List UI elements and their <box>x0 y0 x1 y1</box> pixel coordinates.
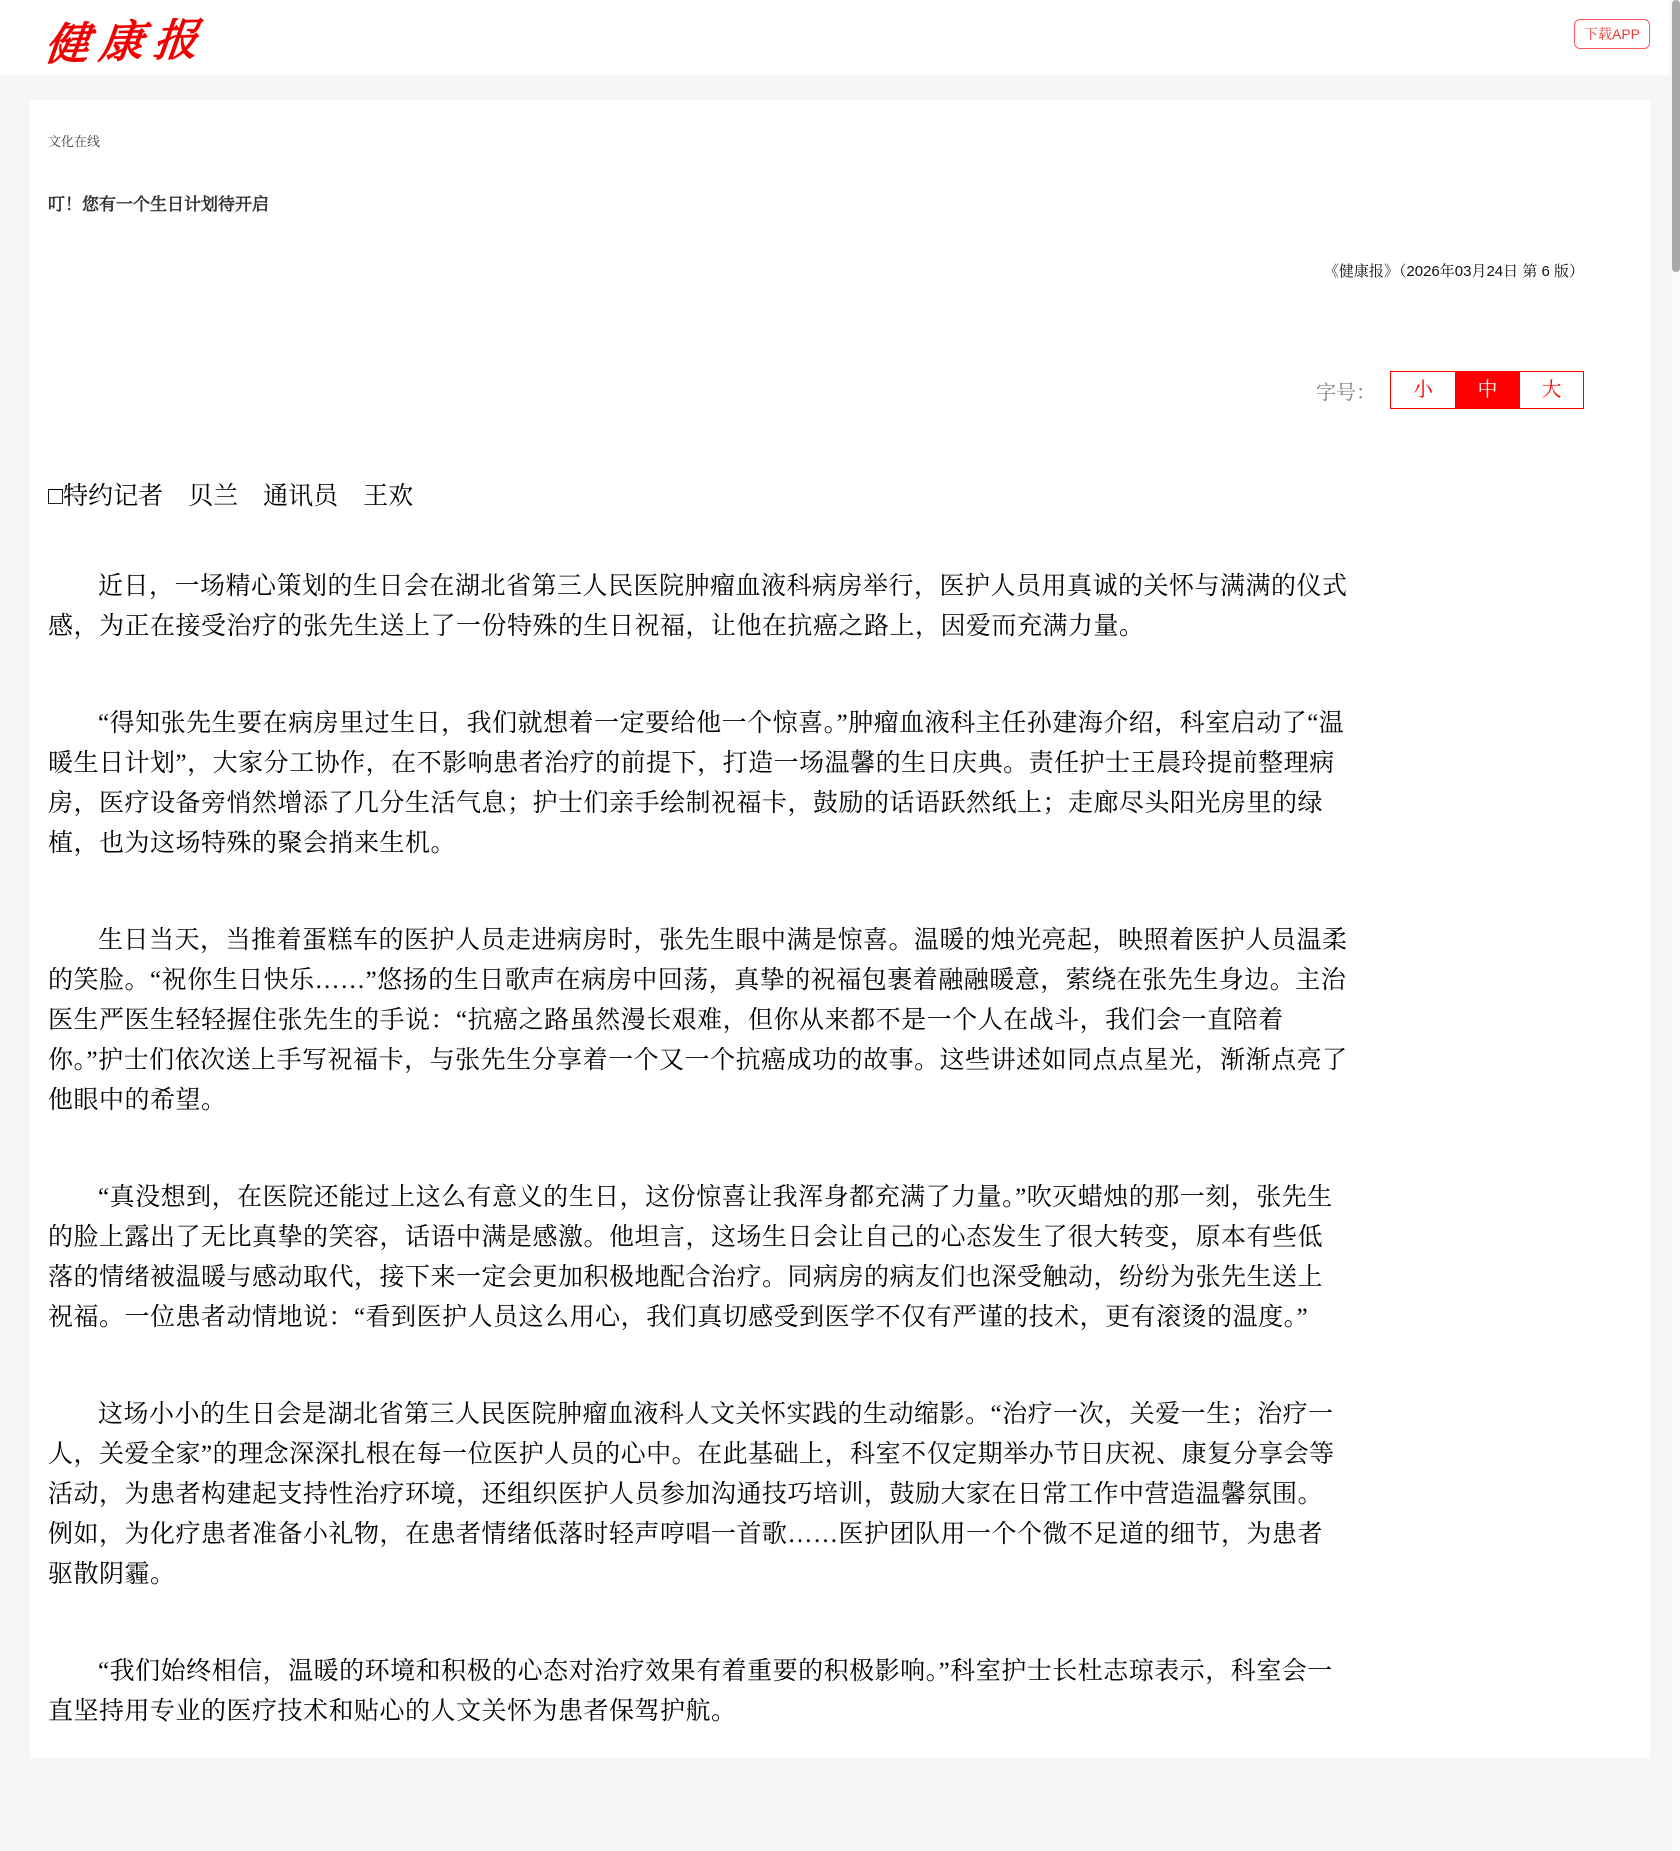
font-size-small[interactable]: 小 <box>1391 372 1455 408</box>
scrollbar-track[interactable] <box>1670 0 1680 1851</box>
article-paragraph: 生日当天，当推着蛋糕车的医护人员走进病房时，张先生眼中满是惊喜。温暖的烛光亮起，映照着医护人员温柔的笑脸。“祝你生日快乐……”悠扬的生日歌声在病房中回荡，真挚的祝福包裹着融融暖意，萦绕在张先生身边。主治医生严医生轻轻握住张先生的手说：“抗癌之路虽然漫长艰难，但你从来都不是一个人在战斗，我们会一直陪着你。”护士们依次送上手写祝福卡，与张先生分享着一个又一个抗癌成功的故事。这些讲述如同点点星光，渐渐点亮了他眼中的希望。 <box>48 927 1348 1114</box>
site-logo[interactable]: 健康报 <box>42 14 211 71</box>
article-paragraph: “我们始终相信，温暖的环境和积极的心态对治疗效果有着重要的积极影响。”科室护士长杜志琼表示，科室会一直坚持用专业的医疗技术和贴心的人文关怀为患者保驾护航。 <box>48 1658 1333 1725</box>
article-byline: □特约记者 贝兰 通讯员 王欢 <box>48 483 414 510</box>
article-paragraph: “得知张先生要在病房里过生日，我们就想着一定要给他一个惊喜。”肿瘤血液科主任孙建海介绍，科室启动了“温暖生日计划”，大家分工协作，在不影响患者治疗的前提下，打造一场温馨的生日庆典。责任护士王晨玲提前整理病房，医疗设备旁悄然增添了几分生活气息；护士们亲手绘制祝福卡，鼓励的话语跃然纸上；走廊尽头阳光房里的绿植，也为这场特殊的聚会捎来生机。 <box>48 710 1345 857</box>
font-size-medium[interactable]: 中 <box>1455 372 1519 408</box>
scrollbar-thumb[interactable] <box>1672 0 1680 272</box>
category-label: 文化在线 <box>48 134 101 149</box>
font-size-label: 字号： <box>1316 381 1376 404</box>
download-app-button[interactable]: 下载APP <box>1574 19 1650 49</box>
article-paragraph: “真没想到，在医院还能过上这么有意义的生日，这份惊喜让我浑身都充满了力量。”吹灭蜡烛的那一刻，张先生的脸上露出了无比真挚的笑容，话语中满是感激。他坦言，这场生日会让自己的心态发生了很大转变，原本有些低落的情绪被温暖与感动取代，接下来一定会更加积极地配合治疗。同病房的病友们也深受触动，纷纷为张先生送上祝福。一位患者动情地说：“看到医护人员这么用心，我们真切感受到医学不仅有严谨的技术，更有滚烫的温度。” <box>48 1184 1333 1331</box>
font-size-large[interactable]: 大 <box>1519 372 1583 408</box>
site-header <box>0 0 1680 75</box>
font-size-selector <box>48 371 1584 409</box>
article-paragraph: 这场小小的生日会是湖北省第三人民医院肿瘤血液科人文关怀实践的生动缩影。“治疗一次，关爱一生；治疗一人，关爱全家”的理念深深扎根在每一位医护人员的心中。在此基础上，科室不仅定期举办节日庆祝、康复分享会等活动，为患者构建起支持性治疗环境，还组织医护人员参加沟通技巧培训，鼓励大家在日常工作中营造温馨氛围。例如，为化疗患者准备小礼物，在患者情绪低落时轻声哼唱一首歌……医护团队用一个个微不足道的细节，为患者驱散阴霾。 <box>48 1401 1335 1588</box>
font-size-group <box>1390 371 1584 409</box>
publication-source: 《健康报》（2026年03月24日 第 6 版） <box>1323 263 1584 280</box>
article-body <box>48 567 1348 1732</box>
article-title: 叮！您有一个生日计划待开启 <box>48 195 269 214</box>
article-card <box>30 100 1650 1758</box>
article-paragraph: 近日，一场精心策划的生日会在湖北省第三人民医院肿瘤血液科病房举行，医护人员用真诚的关怀与满满的仪式感，为正在接受治疗的张先生送上了一份特殊的生日祝福，让他在抗癌之路上，因爱而充满力量。 <box>48 573 1348 640</box>
